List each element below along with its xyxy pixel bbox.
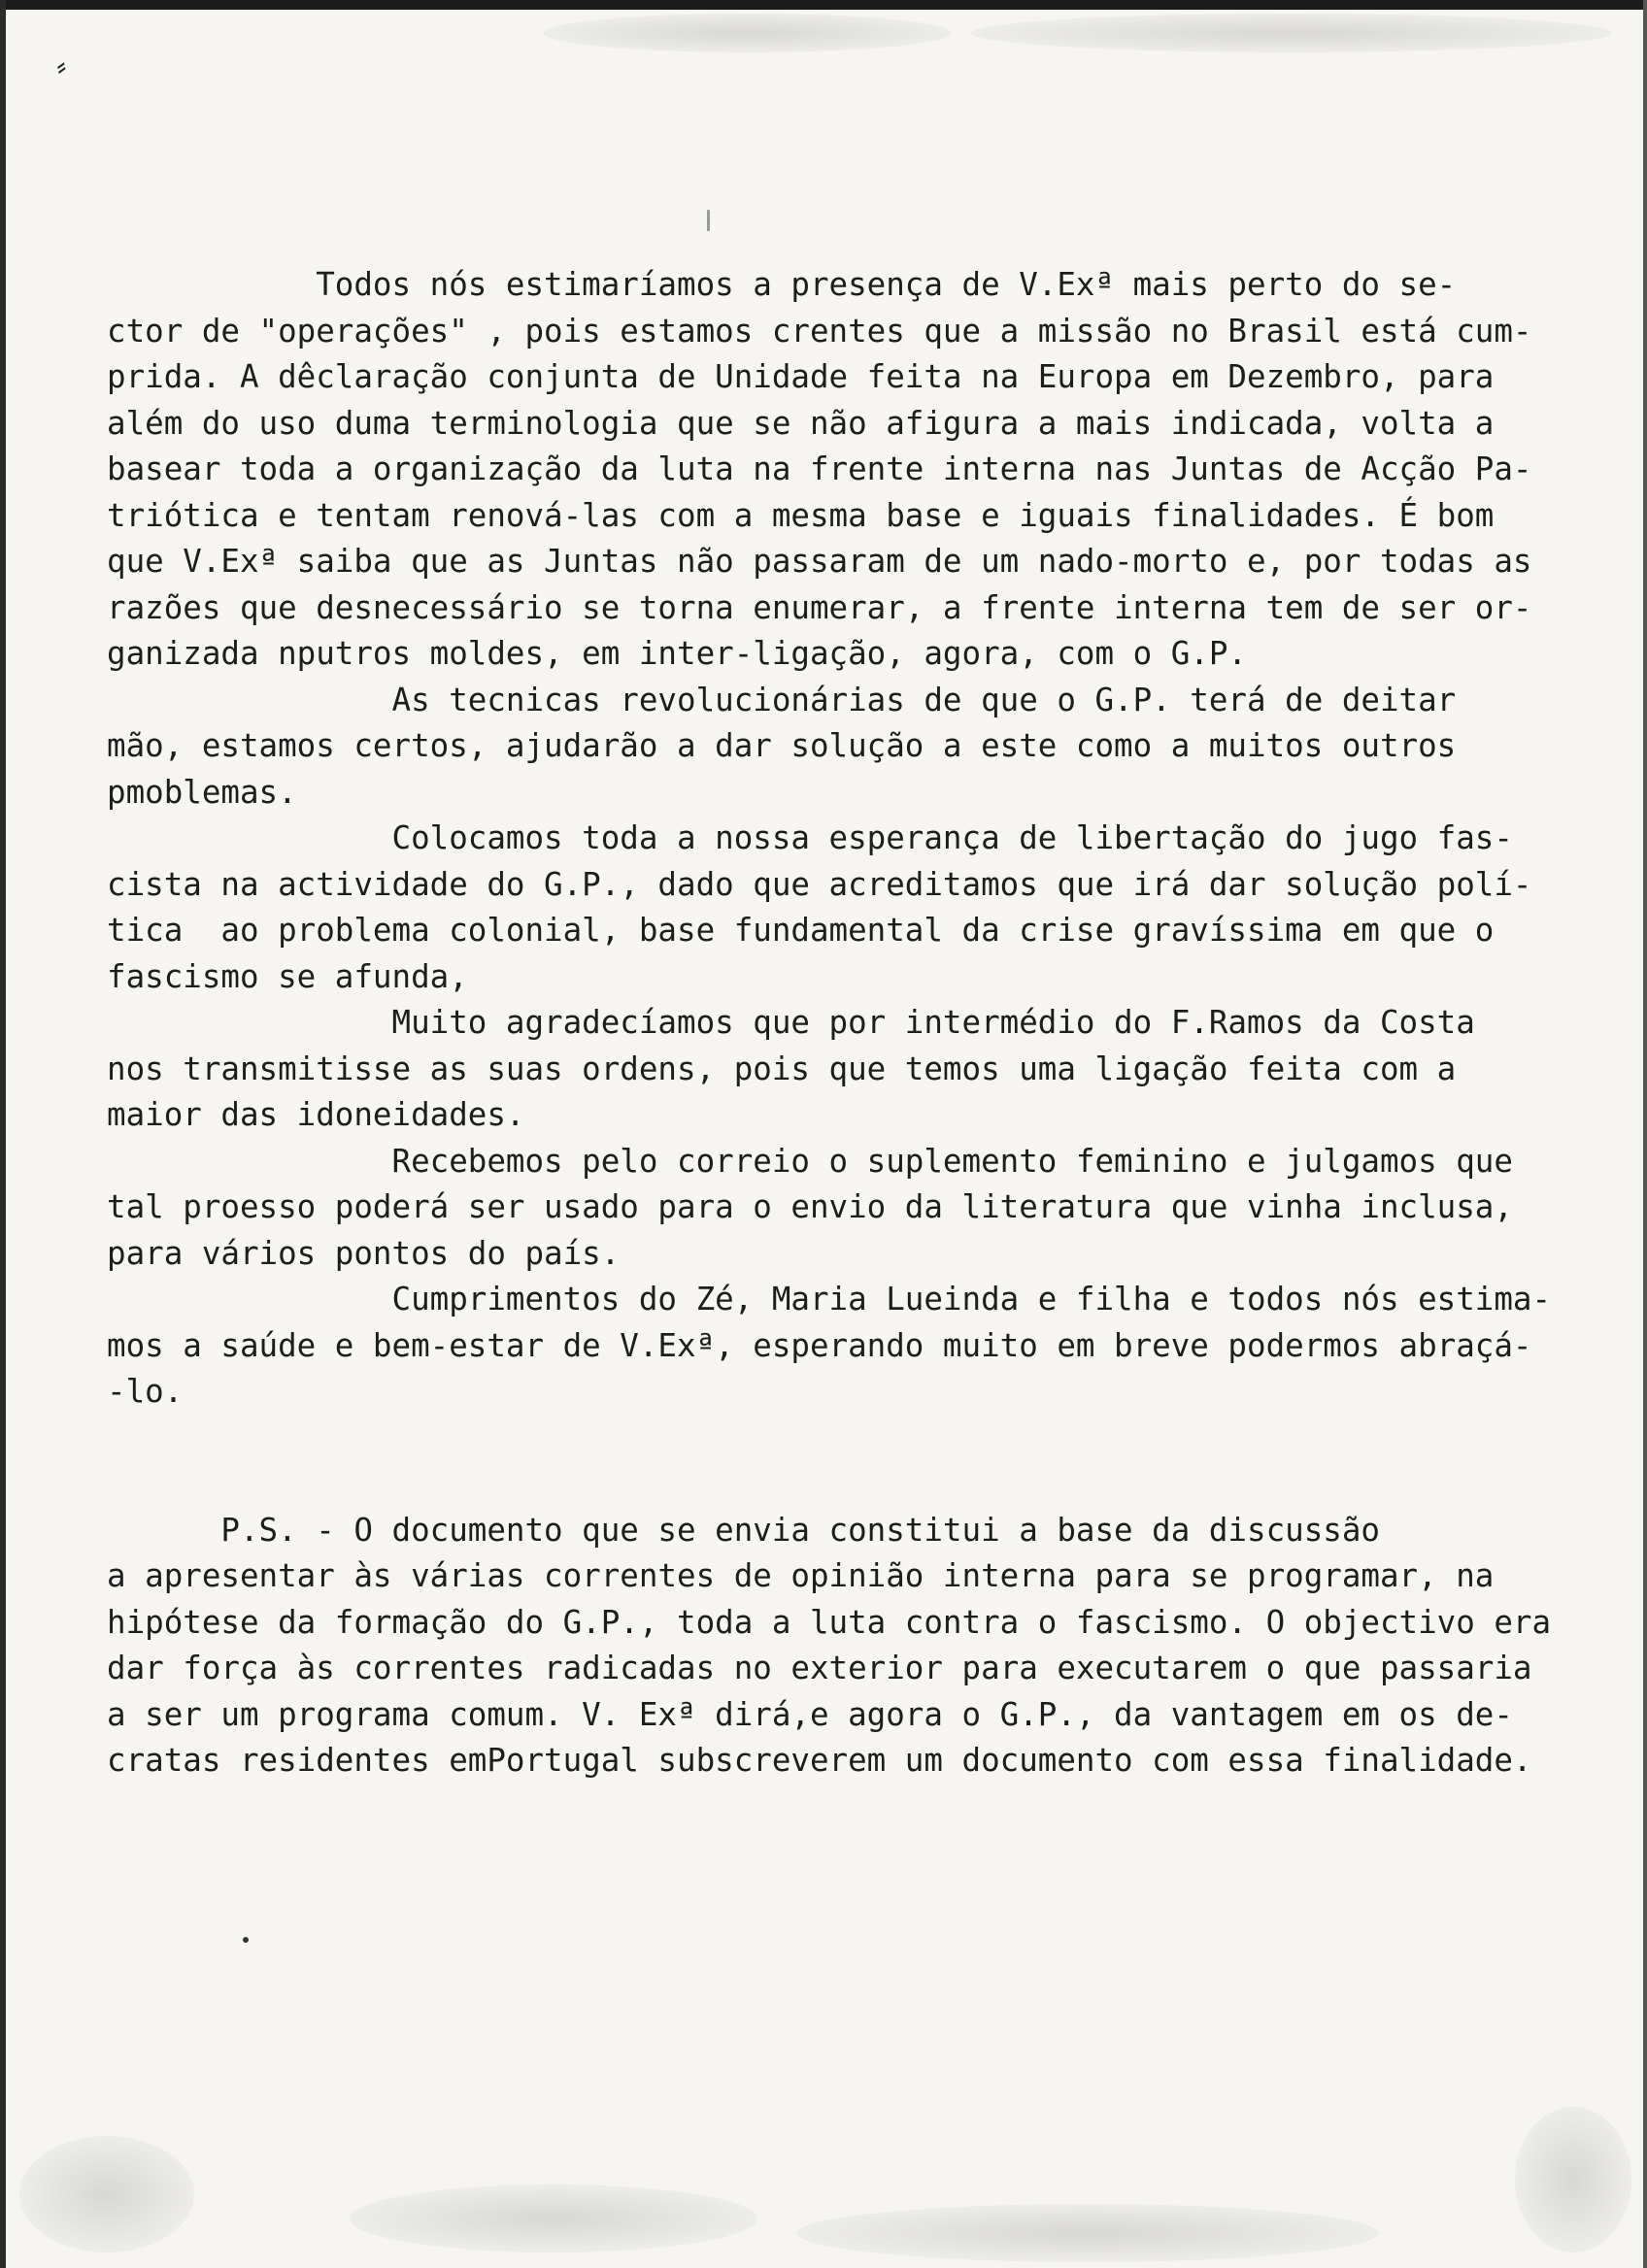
body-line: Todos nós estimaríamos a presença de V.Exª mais perto do se- (107, 266, 1457, 303)
scan-edge-top (0, 0, 1647, 10)
body-line: nos transmitisse as suas ordens, pois que temos uma ligação feita com a (107, 1050, 1457, 1087)
postscript-line: cratas residentes emPortugal subscreverem um documento com essa finalidade. (107, 1742, 1532, 1779)
body-line: ctor de "operações" , pois estamos crentes que a missão no Brasil está cum- (107, 312, 1532, 350)
scan-smudge (971, 14, 1612, 52)
postscript-line: a ser um programa comum. V. Exª dirá,e agora o G.P., da vantagem em os de- (107, 1695, 1513, 1733)
postscript-line: P.S. - O documento que se envia constitui a base da discussão (107, 1511, 1380, 1549)
body-line: basear toda a organização da luta na frente interna nas Juntas de Acção Pa- (107, 450, 1532, 487)
body-line: fascismo se afunda, (107, 957, 468, 995)
body-line: razões que desnecessário se torna enumerar, a frente interna tem de ser or- (107, 588, 1532, 626)
body-line: pmoblemas. (107, 773, 297, 811)
body-line: que V.Exª saiba que as Juntas não passaram de um nado-morto e, por todas as (107, 543, 1532, 580)
scan-edge-right (1643, 0, 1647, 2268)
postscript-line: a apresentar às várias correntes de opinião interna para se programar, na (107, 1557, 1495, 1594)
paragraph-gap (107, 1416, 1602, 1508)
body-line: prida. A dêclaração conjunta de Unidade feita na Europa em Dezembro, para (107, 358, 1495, 395)
body-line: além do uso duma terminologia que se não afigura a mais indicada, volta a (107, 404, 1495, 442)
body-line: cista na actividade do G.P., dado que acreditamos que irá dar solução polí- (107, 865, 1532, 903)
body-line: -lo. (107, 1373, 184, 1410)
body-line: maior das idoneidades. (107, 1096, 525, 1133)
scan-smudge (544, 14, 952, 52)
paper-mark (707, 210, 710, 231)
body-line: tal proesso poderá ser usado para o envio da literatura que vinha inclusa, (107, 1188, 1513, 1225)
postscript-line: dar força às correntes radicadas no exterior para executarem o que passaria (107, 1650, 1532, 1686)
ink-mark: ⸗ (52, 49, 69, 83)
body-line: Muito agradecíamos que por intermédio do F.Ramos da Costa (107, 1004, 1475, 1041)
letter-body (107, 262, 1602, 1784)
scan-smudge (19, 2136, 194, 2252)
body-line: tica ao problema colonial, base fundamental da crise gravíssima em que o (107, 912, 1495, 949)
scan-smudge (796, 2204, 1379, 2262)
postscript-line: hipótese da formação do G.P., toda a luta contra o fascismo. O objectivo era (107, 1603, 1552, 1641)
body-line: para vários pontos do país. (107, 1234, 621, 1272)
body-line: As tecnicas revolucionárias de que o G.P. terá de deitar (107, 681, 1457, 718)
scan-smudge (350, 2185, 757, 2252)
body-line: ganizada nputros moldes, em inter-ligação, agora, com o G.P. (107, 635, 1247, 672)
scan-edge-left (0, 0, 6, 2268)
scan-smudge (1515, 2107, 1631, 2252)
body-line: mos a saúde e bem-estar de V.Exª, esperando muito em breve podermos abraçá- (107, 1326, 1532, 1364)
body-line: mão, estamos certos, ajudarão a dar solução a este como a muitos outros (107, 727, 1457, 764)
body-line: Colocamos toda a nossa esperança de libertação do jugo fas- (107, 819, 1513, 856)
body-line: triótica e tentam renová-las com a mesma base e iguais finalidades. É bom (107, 496, 1495, 534)
body-line: Cumprimentos do Zé, Maria Lueinda e filha e todos nós estima- (107, 1281, 1552, 1317)
body-line: Recebemos pelo correio o suplemento feminino e julgamos que (107, 1142, 1513, 1180)
ink-dot (243, 1937, 249, 1943)
